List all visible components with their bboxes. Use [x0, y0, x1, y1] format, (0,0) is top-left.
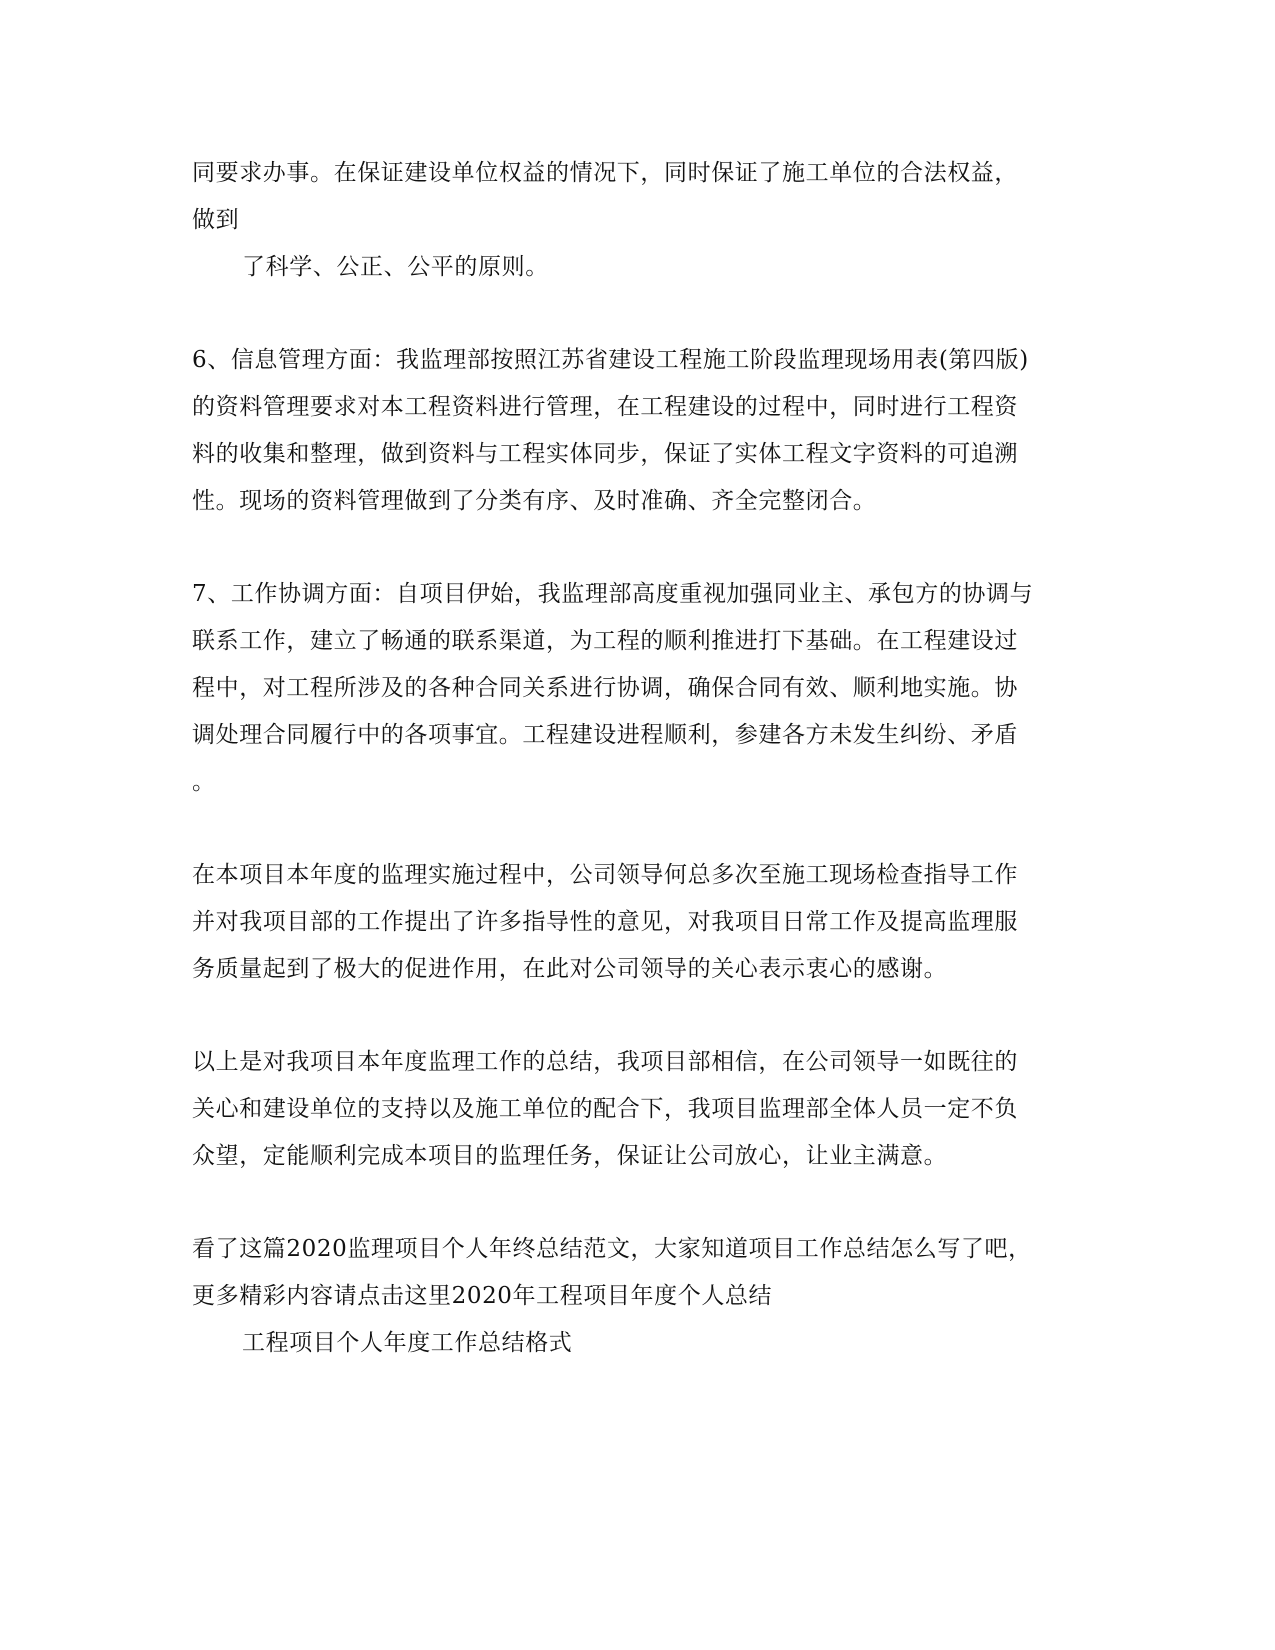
paragraph-5-line-2: 关心和建设单位的支持以及施工单位的配合下，我项目监理部全体人员一定不负	[192, 1096, 1018, 1122]
paragraph-2-line-4: 性。现场的资料管理做到了分类有序、及时准确、齐全完整闭合。	[192, 488, 877, 514]
paragraph-6-line-3: 工程项目个人年度工作总结格式	[242, 1330, 573, 1356]
paragraph-4-line-1: 在本项目本年度的监理实施过程中，公司领导何总多次至施工现场检查指导工作	[192, 862, 1018, 888]
paragraph-5-line-3: 众望，定能顺利完成本项目的监理任务，保证让公司放心，让业主满意。	[192, 1143, 948, 1169]
paragraph-2-line-2: 的资料管理要求对本工程资料进行管理，在工程建设的过程中，同时进行工程资	[192, 394, 1018, 420]
paragraph-1-line-1: 同要求办事。在保证建设单位权益的情况下，同时保证了施工单位的合法权益，	[192, 160, 1018, 186]
paragraph-3-line-1: 7、工作协调方面：自项目伊始，我监理部高度重视加强同业主、承包方的协调与	[192, 581, 1034, 607]
paragraph-1-line-2: 做到	[192, 207, 240, 233]
paragraph-3-line-5: 。	[192, 769, 216, 795]
paragraph-3-line-2: 联系工作，建立了畅通的联系渠道，为工程的顺利推进打下基础。在工程建设过	[192, 628, 1018, 654]
paragraph-6-line-2: 更多精彩内容请点击这里2020年工程项目年度个人总结	[192, 1283, 773, 1309]
paragraph-3-line-3: 程中，对工程所涉及的各种合同关系进行协调，确保合同有效、顺利地实施。协	[192, 675, 1018, 701]
paragraph-2-line-1: 6、信息管理方面：我监理部按照江苏省建设工程施工阶段监理现场用表(第四版)	[192, 347, 1029, 373]
paragraph-4-line-3: 务质量起到了极大的促进作用，在此对公司领导的关心表示衷心的感谢。	[192, 956, 948, 982]
paragraph-3-line-4: 调处理合同履行中的各项事宜。工程建设进程顺利，参建各方未发生纠纷、矛盾	[192, 722, 1018, 748]
paragraph-2-line-3: 料的收集和整理，做到资料与工程实体同步，保证了实体工程文字资料的可追溯	[192, 441, 1018, 467]
paragraph-1-line-3: 了科学、公正、公平的原则。	[242, 254, 549, 280]
paragraph-4-line-2: 并对我项目部的工作提出了许多指导性的意见，对我项目日常工作及提高监理服	[192, 909, 1018, 935]
paragraph-5-line-1: 以上是对我项目本年度监理工作的总结，我项目部相信，在公司领导一如既往的	[192, 1049, 1018, 1075]
paragraph-6-line-1: 看了这篇2020监理项目个人年终总结范文，大家知道项目工作总结怎么写了吧，	[192, 1236, 1032, 1262]
